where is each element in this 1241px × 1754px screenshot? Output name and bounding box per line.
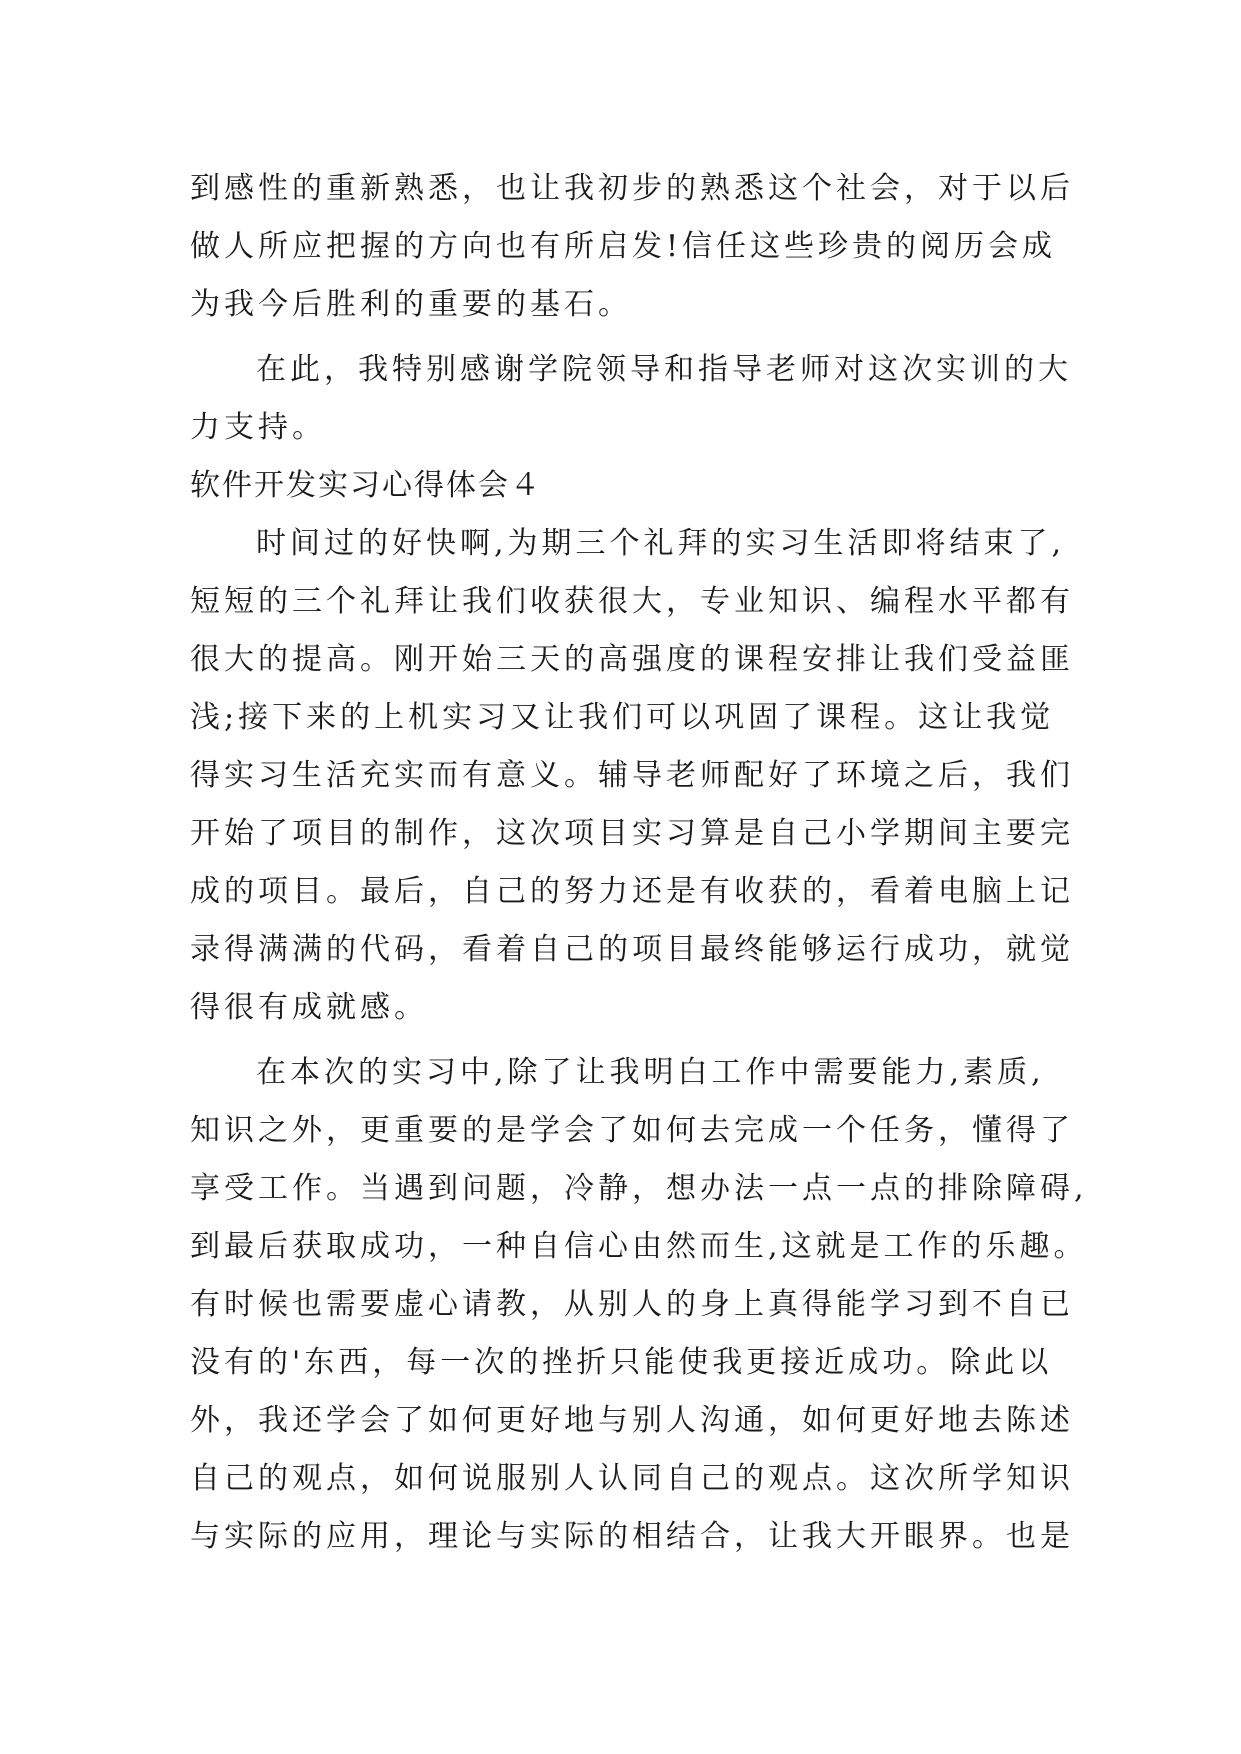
text-line: 力支持。 (190, 410, 326, 445)
paragraph (190, 1044, 1088, 1566)
text-line: 自己的观点，如何说服别人认同自己的观点。这次所学知识 (190, 1461, 1074, 1496)
text-line: 知识之外，更重要的是学会了如何去完成一个任务，懂得了 (190, 1113, 1074, 1148)
text-line: 有时候也需要虚心请教，从别人的身上真得能学习到不自已 (190, 1287, 1074, 1322)
text-line: 为我今后胜利的重要的基石。 (190, 287, 632, 322)
text-line: 没有的'东西，每一次的挫折只能使我更接近成功。除此以 (190, 1345, 1053, 1380)
text-line: 开始了项目的制作，这次项目实习算是自己小学期间主要完 (190, 816, 1074, 851)
text-line: 做人所应把握的方向也有所启发!信任这些珍贵的阅历会成 (190, 229, 1057, 264)
section-heading (190, 457, 1060, 515)
text-line: 录得满满的代码，看着自己的项目最终能够运行成功，就觉 (190, 932, 1074, 967)
text-line: 与实际的应用，理论与实际的相结合，让我大开眼界。也是 (190, 1519, 1074, 1554)
text-line: 在此，我特别感谢学院领导和指导老师对这次实训的大 (256, 352, 1072, 387)
paragraph (190, 160, 1074, 334)
text-line: 在本次的实习中,除了让我明白工作中需要能力,素质, (256, 1055, 1045, 1090)
document-body (190, 160, 1088, 1566)
text-line: 得很有成就感。 (190, 990, 428, 1025)
section-heading-text: 软件开发实习心得体会４ (190, 468, 542, 503)
text-line: 时间过的好快啊,为期三个礼拜的实习生活即将结束了, (256, 526, 1066, 561)
text-line: 短短的三个礼拜让我们收获很大，专业知识、编程水平都有 (190, 584, 1074, 619)
text-line: 很大的提高。刚开始三天的高强度的课程安排让我们受益匪 (190, 642, 1074, 677)
paragraph (190, 341, 1072, 457)
text-line: 得实习生活充实而有意义。辅导老师配好了环境之后，我们 (190, 758, 1074, 793)
text-line: 外，我还学会了如何更好地与别人沟通，如何更好地去陈述 (190, 1403, 1074, 1438)
text-line: 浅;接下来的上机实习又让我们可以巩固了课程。这让我觉 (190, 700, 1055, 735)
text-line: 成的项目。最后，自己的努力还是有收获的，看着电脑上记 (190, 874, 1074, 909)
text-line: 到感性的重新熟悉，也让我初步的熟悉这个社会，对于以后 (190, 171, 1074, 206)
text-line: 享受工作。当遇到问题，冷静，想办法一点一点的排除障碍, (190, 1171, 1088, 1206)
paragraph (190, 515, 1074, 1037)
text-line: 到最后获取成功，一种自信心由然而生,这就是工作的乐趣。 (190, 1229, 1088, 1264)
